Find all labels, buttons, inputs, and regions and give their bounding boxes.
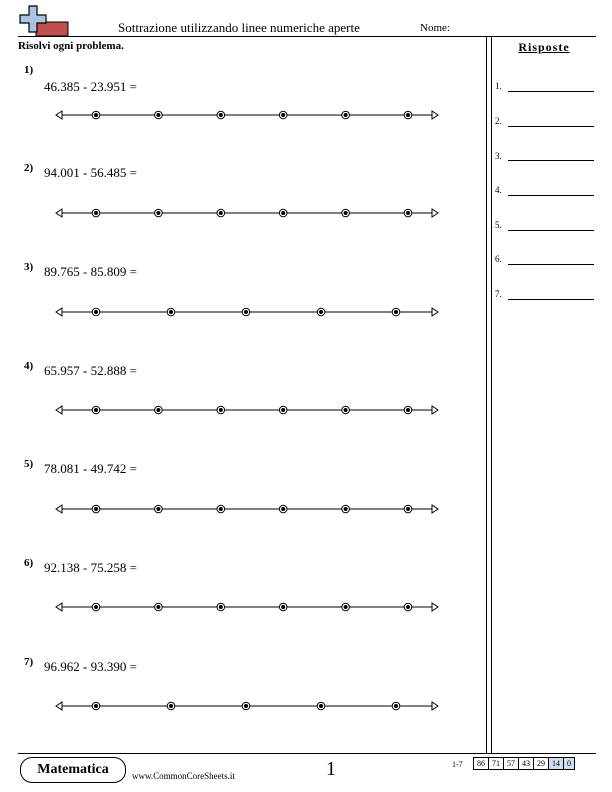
tick-dot[interactable]: [392, 308, 400, 316]
tick-dot[interactable]: [155, 505, 163, 513]
problem-number-2: 2): [24, 162, 34, 174]
tick-dot[interactable]: [217, 209, 225, 217]
right-arrow-icon: [432, 209, 438, 217]
right-arrow-icon: [432, 702, 438, 710]
score-cell: 86: [473, 757, 489, 770]
tick-dot[interactable]: [167, 702, 175, 710]
problem-expression-3: 89.765 - 85.809 =: [44, 264, 137, 279]
problem-number-6: 6): [24, 557, 34, 569]
right-arrow-icon: [432, 603, 438, 611]
left-arrow-icon: [56, 111, 62, 119]
answer-line-3[interactable]: [508, 160, 594, 161]
name-label: Nome:: [420, 22, 450, 34]
tick-dot[interactable]: [155, 603, 163, 611]
score-cell: 71: [488, 757, 504, 770]
right-arrow-icon: [432, 308, 438, 316]
answer-line-4[interactable]: [508, 195, 594, 196]
tick-dot[interactable]: [217, 406, 225, 414]
answer-label-1: 1.: [495, 81, 502, 91]
score-cell: 14: [548, 757, 564, 770]
tick-dot[interactable]: [342, 603, 350, 611]
problem-number-4: 4): [24, 360, 34, 372]
answer-line-2[interactable]: [508, 126, 594, 127]
answer-line-5[interactable]: [508, 230, 594, 231]
site-url: www.CommonCoreSheets.it: [132, 771, 235, 781]
right-arrow-icon: [432, 111, 438, 119]
number-line-4: [52, 400, 442, 420]
problem-expression-1: 46.385 - 23.951 =: [44, 79, 137, 94]
number-line-6: [52, 597, 442, 617]
plus-logo-icon: [18, 4, 70, 38]
tick-dot[interactable]: [217, 603, 225, 611]
answers-title: Risposte: [518, 40, 570, 54]
tick-dot[interactable]: [92, 111, 100, 119]
tick-dot[interactable]: [342, 406, 350, 414]
tick-dot[interactable]: [167, 308, 175, 316]
problem-expression-7: 96.962 - 93.390 =: [44, 659, 137, 674]
column-divider: [486, 37, 492, 753]
answer-label-6: 6.: [495, 254, 502, 264]
tick-dot[interactable]: [92, 505, 100, 513]
problem-number-1: 1): [24, 64, 34, 76]
tick-dot[interactable]: [92, 308, 100, 316]
tick-dot[interactable]: [92, 209, 100, 217]
problem-expression-6: 92.138 - 75.258 =: [44, 560, 137, 575]
score-cell: 0: [563, 757, 575, 770]
tick-dot[interactable]: [279, 111, 287, 119]
answer-label-4: 4.: [495, 185, 502, 195]
page-number: 1: [326, 758, 336, 780]
left-arrow-icon: [56, 209, 62, 217]
answer-label-2: 2.: [495, 116, 502, 126]
tick-dot[interactable]: [92, 603, 100, 611]
header-divider: [18, 36, 596, 37]
answer-label-5: 5.: [495, 220, 502, 230]
number-line-3: [52, 302, 442, 322]
answer-line-7[interactable]: [508, 299, 594, 300]
problem-number-5: 5): [24, 458, 34, 470]
left-arrow-icon: [56, 603, 62, 611]
worksheet-title: Sottrazione utilizzando linee numeriche aperte: [118, 20, 360, 35]
left-arrow-icon: [56, 308, 62, 316]
tick-dot[interactable]: [342, 505, 350, 513]
tick-dot[interactable]: [279, 209, 287, 217]
tick-dot[interactable]: [155, 111, 163, 119]
score-table: [474, 757, 575, 770]
problem-expression-5: 78.081 - 49.742 =: [44, 461, 137, 476]
answer-label-3: 3.: [495, 151, 502, 161]
tick-dot[interactable]: [404, 111, 412, 119]
answer-label-7: 7.: [495, 289, 502, 299]
tick-dot[interactable]: [317, 308, 325, 316]
brand-badge: Matematica: [20, 757, 126, 783]
tick-dot[interactable]: [317, 702, 325, 710]
instructions: Risolvi ogni problema.: [18, 40, 124, 52]
left-arrow-icon: [56, 406, 62, 414]
score-range: 1-7: [452, 760, 463, 769]
problem-expression-4: 65.957 - 52.888 =: [44, 363, 137, 378]
answer-line-1[interactable]: [508, 91, 594, 92]
tick-dot[interactable]: [404, 603, 412, 611]
footer-divider: [18, 753, 596, 754]
tick-dot[interactable]: [404, 209, 412, 217]
tick-dot[interactable]: [155, 406, 163, 414]
logo: [18, 4, 70, 38]
tick-dot[interactable]: [242, 308, 250, 316]
tick-dot[interactable]: [92, 406, 100, 414]
left-arrow-icon: [56, 702, 62, 710]
tick-dot[interactable]: [404, 406, 412, 414]
left-arrow-icon: [56, 505, 62, 513]
tick-dot[interactable]: [242, 702, 250, 710]
problem-expression-2: 94.001 - 56.485 =: [44, 165, 137, 180]
right-arrow-icon: [432, 505, 438, 513]
problem-number-7: 7): [24, 656, 34, 668]
score-cell: 43: [518, 757, 534, 770]
tick-dot[interactable]: [279, 505, 287, 513]
tick-dot[interactable]: [392, 702, 400, 710]
tick-dot[interactable]: [342, 209, 350, 217]
tick-dot[interactable]: [342, 111, 350, 119]
tick-dot[interactable]: [92, 702, 100, 710]
tick-dot[interactable]: [217, 111, 225, 119]
number-line-7: [52, 696, 442, 716]
number-line-5: [52, 499, 442, 519]
score-cell: 57: [503, 757, 519, 770]
tick-dot[interactable]: [404, 505, 412, 513]
tick-dot[interactable]: [217, 505, 225, 513]
tick-dot[interactable]: [279, 406, 287, 414]
tick-dot[interactable]: [279, 603, 287, 611]
number-line-1: [52, 105, 442, 125]
right-arrow-icon: [432, 406, 438, 414]
score-cell: 29: [533, 757, 549, 770]
answer-line-6[interactable]: [508, 264, 594, 265]
tick-dot[interactable]: [155, 209, 163, 217]
number-line-2: [52, 203, 442, 223]
problem-number-3: 3): [24, 261, 34, 273]
